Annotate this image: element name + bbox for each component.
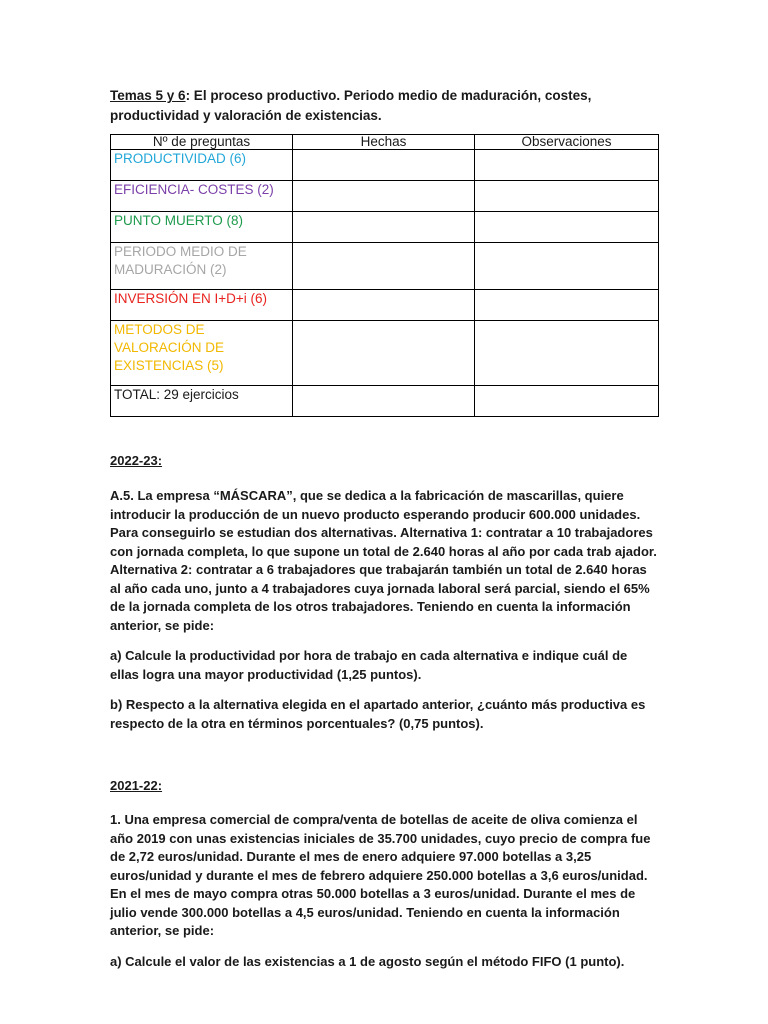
question-a: a) Calcule la productividad por hora de trabajo en cada alternativa e indique cuál de ellas logra una mayor productividad (1,25 puntos).	[110, 648, 628, 682]
table-row	[111, 243, 659, 290]
column-header-observations: Observaciones	[475, 135, 659, 150]
row-label: METODOS DE VALORACIÓN DE EXISTENCIAS (5)	[111, 321, 293, 386]
document-page	[110, 86, 658, 971]
done-cell[interactable]	[293, 243, 475, 290]
done-cell[interactable]	[293, 181, 475, 212]
section-year-2021: 2021-22:	[110, 778, 163, 793]
column-header-done: Hechas	[293, 135, 475, 150]
observations-cell[interactable]	[475, 243, 659, 290]
exercise-statement: 1. Una empresa comercial de compra/venta de botellas de aceite de oliva comienza el año 2019 con unas existencias iniciales de 35.700 unidades, cuyo precio de compra fue de 2,72 euros/unidad. Durante el mes de enero adquiere 97.000 botellas a 3,25 euros/unidad y durante el mes de febrero adquiere 250.000 botellas a 3,6 euros/unidad. En el mes de mayo compra otras 50.000 botellas a 3 euros/unidad. Durante el mes de julio vende 300.000 botellas a 4,5 euros/unidad. Teniendo en cuenta la información anterior, se pide:	[110, 812, 651, 938]
row-label: INVERSIÓN EN I+D+i (6)	[111, 290, 293, 321]
exercise-tracker-table	[110, 134, 659, 417]
row-label: PRODUCTIVIDAD (6)	[111, 150, 293, 181]
row-label: EFICIENCIA- COSTES (2)	[111, 181, 293, 212]
document-heading	[110, 86, 658, 126]
done-cell[interactable]	[293, 321, 475, 386]
exercise-statement: A.5. La empresa “MÁSCARA”, que se dedica a la fabricación de mascarillas, quiere introducir la producción de un nuevo producto esperando producir 600.000 unidades. Para conseguirlo se estudian dos alternativas. Alternativa 1: contratar a 10 trabajadores con jornada completa, lo que supone un total de 2.640 horas al año por cada trab ajador. Alternativa 2: contratar a 6 trabajadores que trabajarán también un total de 2.640 horas al año cada uno, junto a 4 trabajadores cuya jornada laboral será parcial, siendo el 65% de la jornada completa de los otros trabajadores. Teniendo en cuenta la información anterior, se pide:	[110, 488, 657, 633]
table-row	[111, 290, 659, 321]
table-total-row	[111, 386, 659, 417]
table-row	[111, 212, 659, 243]
done-cell[interactable]	[293, 386, 475, 417]
observations-cell[interactable]	[475, 212, 659, 243]
column-header-questions: Nº de preguntas	[111, 135, 293, 150]
done-cell[interactable]	[293, 150, 475, 181]
row-label: PUNTO MUERTO (8)	[111, 212, 293, 243]
observations-cell[interactable]	[475, 321, 659, 386]
observations-cell[interactable]	[475, 386, 659, 417]
total-label: TOTAL: 29 ejercicios	[111, 386, 293, 417]
observations-cell[interactable]	[475, 181, 659, 212]
row-label: PERIODO MEDIO DE MADURACIÓN (2)	[111, 243, 293, 290]
table-row	[111, 321, 659, 386]
section-year-2022: 2022-23:	[110, 453, 163, 468]
heading-title: : El proceso productivo. Periodo medio de maduración, costes, productividad y valoración de existencias.	[110, 88, 592, 123]
question-b: b) Respecto a la alternativa elegida en el apartado anterior, ¿cuánto más productiva es respecto de la otra en términos porcentuales? (0,75 puntos).	[110, 697, 646, 731]
observations-cell[interactable]	[475, 290, 659, 321]
done-cell[interactable]	[293, 290, 475, 321]
observations-cell[interactable]	[475, 150, 659, 181]
table-row	[111, 150, 659, 181]
topic-label: Temas 5 y 6	[110, 88, 186, 103]
table-header-row	[111, 135, 659, 150]
done-cell[interactable]	[293, 212, 475, 243]
table-row	[111, 181, 659, 212]
question-a: a) Calcule el valor de las existencias a 1 de agosto según el método FIFO (1 punto).	[110, 953, 625, 969]
